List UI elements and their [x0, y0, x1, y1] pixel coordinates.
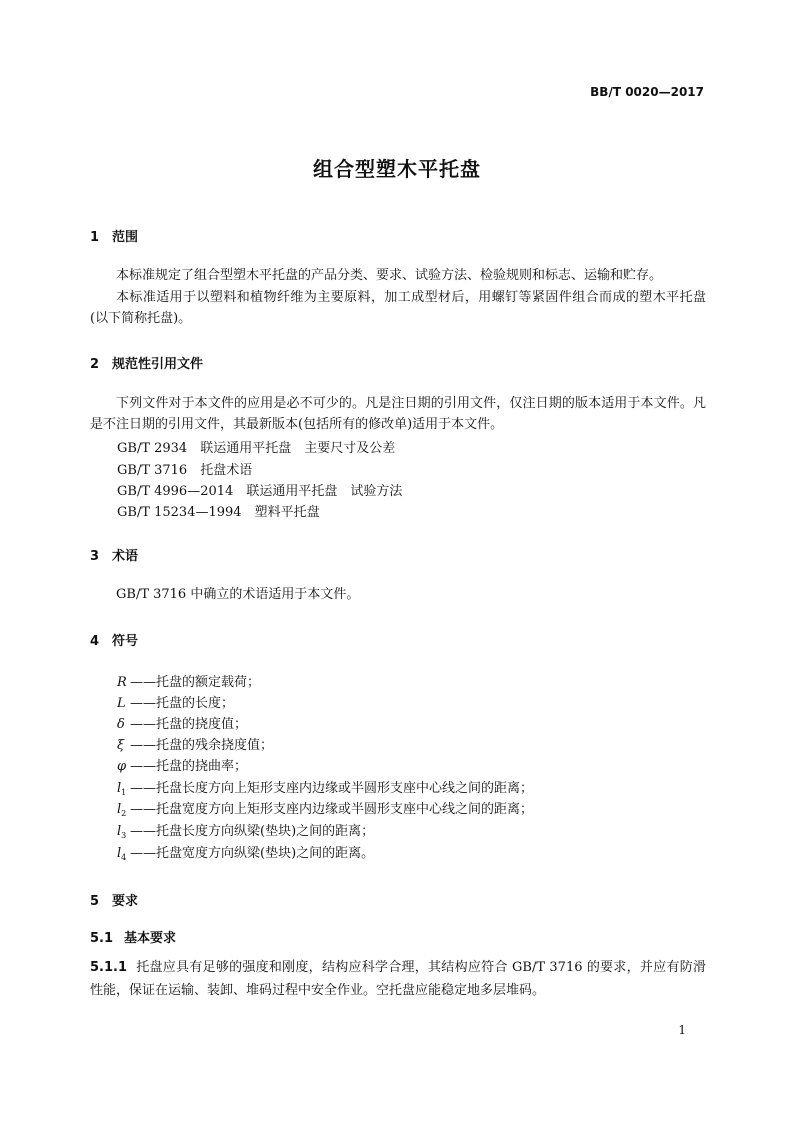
symbol-description: ——托盘的挠度值；	[130, 717, 248, 732]
section-5-heading	[90, 890, 138, 909]
symbol-item	[117, 734, 273, 753]
section-1-paragraph-1: 本标准规定了组合型塑木平托盘的产品分类、要求、试验方法、检验规则和标志、运输和贮存。	[116, 268, 663, 283]
symbol: L	[117, 696, 126, 711]
subsection-5-1-heading	[90, 927, 176, 946]
reference-code: GB/T 3716	[117, 463, 188, 478]
section-1-heading	[90, 226, 138, 245]
reference-name: 托盘术语	[200, 463, 253, 478]
symbol-item	[117, 777, 533, 797]
reference-code: GB/T 2934	[117, 441, 188, 456]
symbol: $l_4$	[117, 846, 127, 862]
reference-code: GB/T 4996—2014	[117, 484, 234, 499]
symbol: $l_2$	[117, 802, 127, 818]
symbol-subscript: 2	[121, 809, 127, 818]
section-number: 3	[90, 549, 100, 564]
symbol-item	[117, 713, 247, 732]
symbol-description: ——托盘长度方向纵梁(垫块)之间的距离；	[130, 824, 375, 839]
symbol-subscript: 1	[121, 788, 127, 797]
subsection-number: 5.1	[90, 931, 114, 946]
symbol-item	[117, 820, 374, 840]
symbol-description: ——托盘的额定载荷；	[130, 675, 261, 690]
symbol-item	[117, 671, 260, 690]
section-3-heading	[90, 545, 138, 564]
symbol-subscript: 4	[121, 853, 127, 862]
section-number: 2	[90, 357, 100, 372]
symbol-subscript: 3	[121, 831, 127, 840]
standard-code: BB/T 0020—2017	[590, 85, 704, 99]
page-number: 1	[678, 1023, 686, 1037]
section-title: 要求	[112, 894, 139, 909]
section-number: 1	[90, 230, 100, 245]
section-2-heading	[90, 353, 203, 372]
document-title: 组合型塑木平托盘	[313, 157, 481, 181]
section-number: 5	[90, 894, 100, 909]
reference-name: 联运通用平托盘 试验方法	[246, 484, 403, 499]
reference-code: GB/T 15234—1994	[117, 505, 242, 520]
symbol-description: ——托盘宽度方向上矩形支座内边缘或半圆形支座中心线之间的距离；	[130, 802, 534, 817]
section-number: 4	[90, 634, 100, 649]
subsection-title: 基本要求	[124, 931, 177, 946]
symbol-item	[117, 842, 374, 862]
section-1-paragraph-2: 本标准适用于以塑料和植物纤维为主要原料，加工成型材后，用螺钉等紧固件组合而成的塑木平托盘(以下简称托盘)。	[90, 290, 706, 326]
reference-name: 塑料平托盘	[254, 505, 320, 520]
reference-item	[117, 501, 320, 520]
section-title: 范围	[112, 230, 139, 245]
symbol-description: ——托盘宽度方向纵梁(垫块)之间的距离。	[130, 846, 375, 861]
symbol-description: ——托盘的残余挠度值；	[130, 738, 274, 753]
section-title: 规范性引用文件	[112, 357, 204, 372]
symbol-description: ——托盘长度方向上矩形支座内边缘或半圆形支座中心线之间的距离；	[130, 781, 534, 796]
symbol: δ	[117, 717, 125, 732]
reference-item	[117, 437, 395, 456]
symbol-description: ——托盘的挠曲率；	[130, 759, 248, 774]
section-4-heading	[90, 630, 138, 649]
reference-item	[117, 459, 252, 478]
clause-number: 5.1.1	[90, 960, 128, 975]
reference-item	[117, 480, 402, 499]
clause-text: 托盘应具有足够的强度和刚度，结构应科学合理，其结构应符合 GB/T 3716 的要求，并应有防滑性能，保证在运输、装卸、堆码过程中安全作业。空托盘应能稳定地多层堆码。	[90, 960, 706, 998]
section-title: 术语	[112, 549, 139, 564]
section-title: 符号	[112, 634, 139, 649]
reference-name: 联运通用平托盘 主要尺寸及公差	[200, 441, 396, 456]
section-3-paragraph-1: GB/T 3716 中确立的术语适用于本文件。	[116, 587, 360, 602]
symbol-item	[117, 692, 234, 711]
symbol: R	[117, 675, 127, 690]
symbol: φ	[117, 759, 127, 774]
symbol-item	[117, 755, 247, 774]
symbol: ξ	[117, 738, 125, 753]
symbol: $l_3$	[117, 824, 127, 840]
clause-5-1-1	[90, 956, 706, 1002]
symbol: $l_1$	[117, 781, 127, 797]
section-2-paragraph-1: 下列文件对于本文件的应用是必不可少的。凡是注日期的引用文件，仅注日期的版本适用于本文件。凡是不注日期的引用文件，其最新版本(包括所有的修改单)适用于本文件。	[90, 396, 706, 432]
symbol-description: ——托盘的长度；	[130, 696, 235, 711]
symbol-item	[117, 798, 533, 818]
